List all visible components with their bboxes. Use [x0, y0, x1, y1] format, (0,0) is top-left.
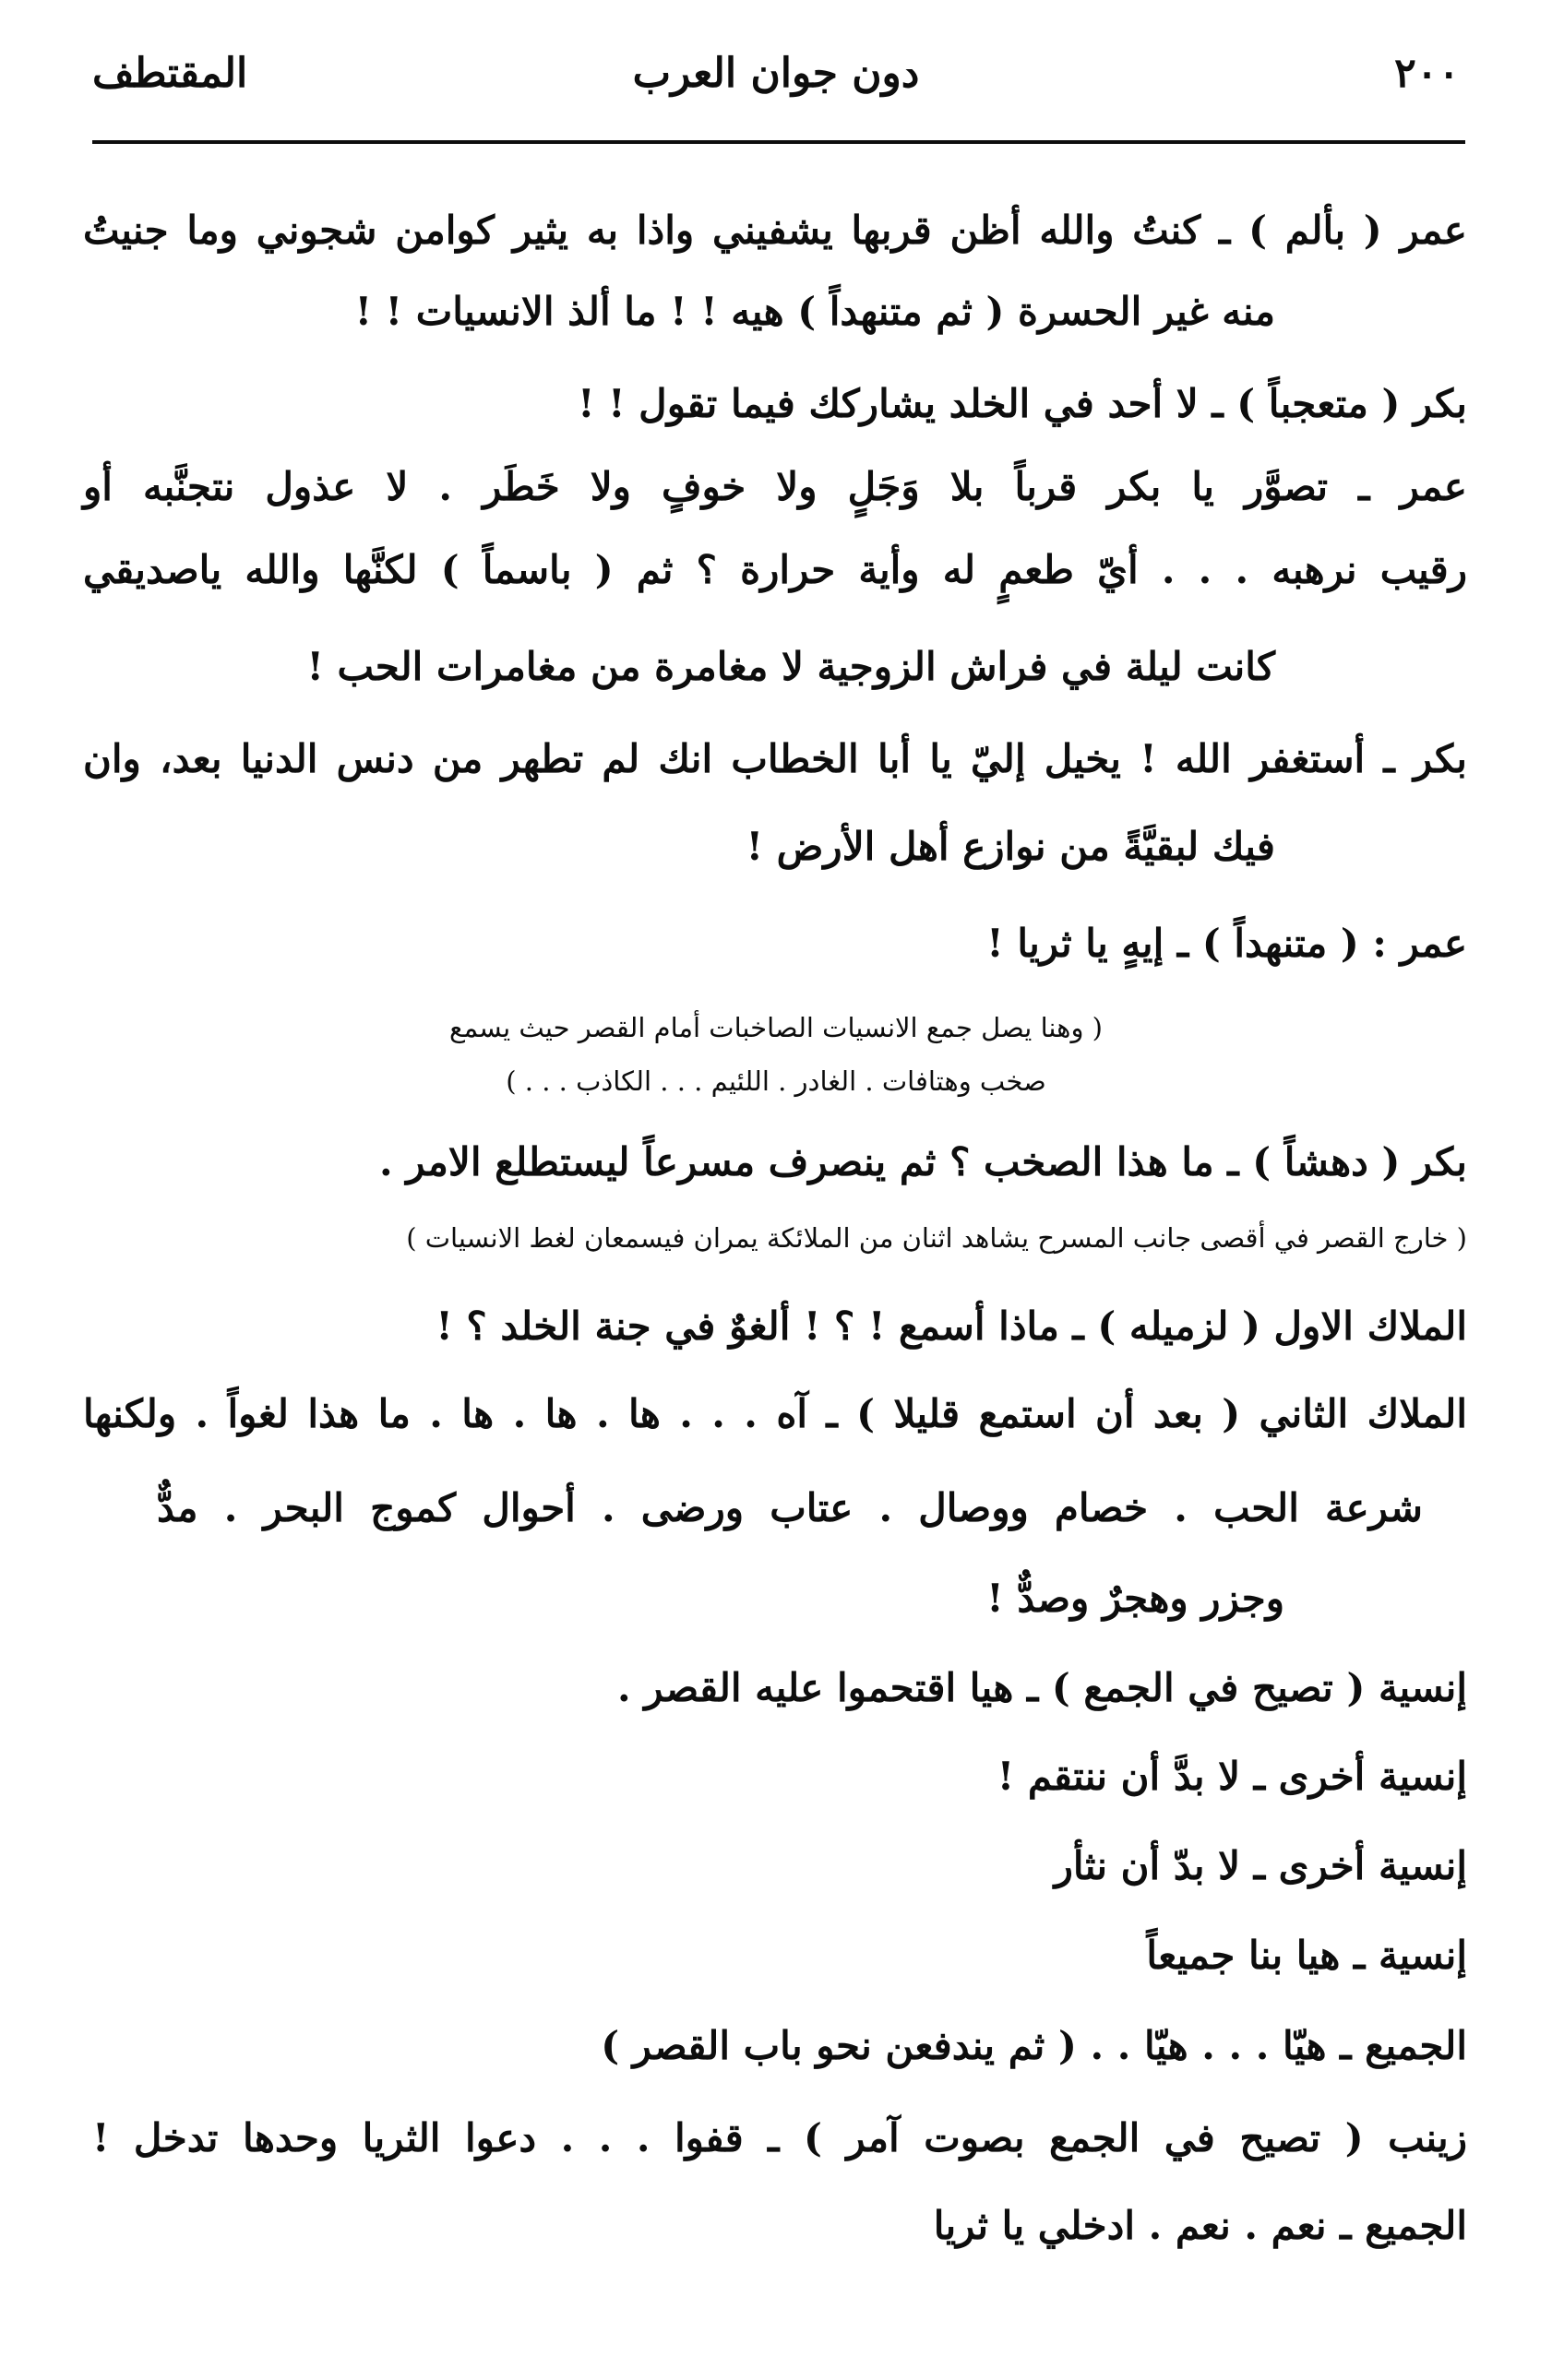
running-title: دون جوان العرب [632, 50, 920, 97]
header-rule [92, 140, 1465, 144]
text-line: كانت ليلة في فراش الزوجية لا مغامرة من مغامرات الحب ! [306, 644, 1275, 689]
journal-name: المقتطف [92, 50, 248, 97]
text-line: بكر ـ أستغفر الله ! يخيل إليّ يا أبا الخطاب انك لم تطهر من دنس الدنيا بعد، وان [83, 736, 1467, 781]
stage-direction: صخب وهتافات . الغادر . اللئيم . . . الكاذب . . . ) [506, 1065, 1046, 1097]
text-line: بكر ( متعجباً ) ـ لا أحد في الخلد يشاركك فيما تقول ! ! [578, 381, 1467, 426]
text-line: زينب ( تصيح في الجمع بصوت آمر ) ـ قفوا . . . دعوا الثريا وحدها تدخل ! [92, 2115, 1467, 2160]
text-line: شرعة الحب . خصام ووصال . عتاب ورضى . أحوال كموج البحر . مدٌّ [157, 1485, 1423, 1530]
text-line: الملاك الثاني ( بعد أن استمع قليلا ) ـ آه . . . ها . ها . ها . ما هذا لغواً . ولكنها [83, 1391, 1467, 1436]
stage-direction: ( وهنا يصل جمع الانسيات الصاخبات أمام القصر حيث يسمع [449, 1012, 1103, 1043]
stage-direction: ( خارج القصر في أقصى جانب المسرح يشاهد اثنان من الملائكة يمران فيسمعان لغط الانسيات ) [406, 1222, 1467, 1254]
text-line: إنسية ـ هيا بنا جميعاً [1146, 1933, 1467, 1978]
text-line: الملاك الاول ( لزميله ) ـ ماذا أسمع ! ؟ ! ألغوٌ في جنة الخلد ؟ ! [436, 1303, 1467, 1349]
text-line: الجميع ـ هيّا . . . هيّا . . ( ثم يندفعن نحو باب القصر ) [601, 2023, 1467, 2068]
text-line: عمر : ( متنهداً ) ـ إيهٍ يا ثريا ! [986, 921, 1467, 966]
text-line: الجميع ـ نعم . نعم . ادخلي يا ثريا [933, 2203, 1467, 2248]
text-line: وجزر وهجرٌ وصدٌّ ! [986, 1576, 1284, 1621]
text-line: عمر ـ تصوَّر يا بكر قرباً بلا وَجَلٍ ولا خوفٍ ولا خَطَر . لا عذول نتجنَّبه أو [83, 464, 1467, 509]
text-line: إنسية أخرى ـ لا بدّ أن نثأر [1054, 1843, 1467, 1888]
text-line: إنسية ( تصيح في الجمع ) ـ هيا اقتحموا عليه القصر . [617, 1665, 1467, 1710]
text-line: فيك لبقيَّةً من نوازع أهل الأرض ! [746, 824, 1275, 869]
text-line: منه غير الحسرة ( ثم متنهداً ) هيه ! ! ما ألذ الانسيات ! ! [354, 289, 1275, 334]
text-line: بكر ( دهشاً ) ـ ما هذا الصخب ؟ ثم ينصرف مسرعاً ليستطلع الامر . [379, 1139, 1467, 1184]
text-line: إنسية أخرى ـ لا بدَّ أن ننتقم ! [997, 1754, 1467, 1799]
text-line: عمر ( بألم ) ـ كنتُ والله أظن قربها يشفيني واذا به يثير كوامن شجوني وما جنيتُ [83, 208, 1467, 253]
text-line: رقيب نرهبه . . . أيّ طعمٍ له وأية حرارة ؟ ثم ( باسماً ) لكنَّها والله ياصديقي [83, 547, 1467, 592]
running-header [92, 37, 1460, 111]
page-number: ٢٠٠ [1394, 50, 1460, 97]
